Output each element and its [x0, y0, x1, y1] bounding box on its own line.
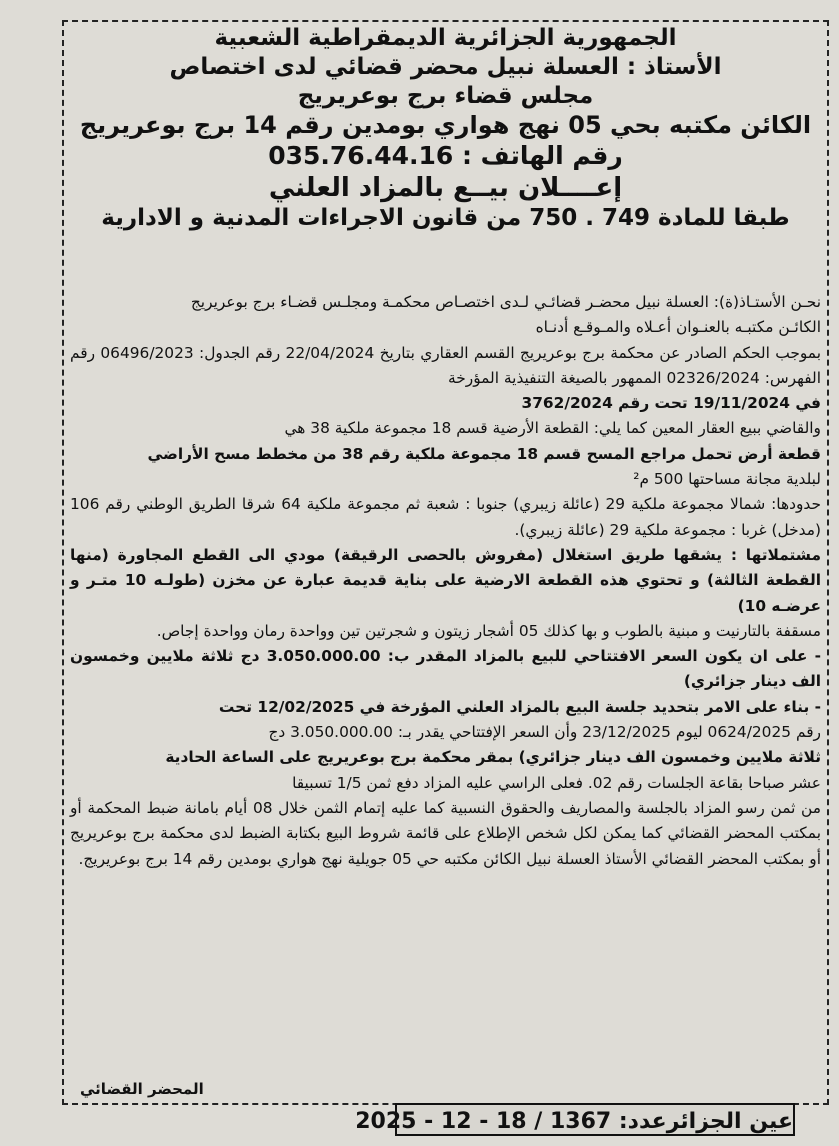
auction-order-line-2: رقم 0624/2025 ليوم 23/12/2025 وأن السعر الإفتتاحي يقدر بـ: 3.050.000.00 دج [268, 723, 821, 742]
announcement-body [70, 290, 821, 872]
payment-terms-paragraph: من ثمن رسو المزاد بالجلسة والمصاريف والحقوق النسبية كما عليه إتمام الثمن خلال 08 أيام بامانة ضبط المحكمة أو بمكتب المحضر القضائي كما يمكن لكل شخص الإطلاع على قائمة شروط البيع بكتابة الضبط لدى محكمة برج بوعريريج أو بمكتب المحضر القضائي الأستاذ العسلة نبيل الكائن مكتبه حي 05 جويلية نهج هواري بومدين رقم 14 برج بوعريريج. [70, 798, 821, 868]
building-description: مسقفة بالتارنيت و مبنية بالطوب و بها كذلك 05 أشجار زيتون و شجرتين تين وواحدة رمان وواحدة إجاص. [156, 621, 821, 640]
address-paragraph: الكائـن مكتبـه بالعنـوان أعـلاه والمـوقـع أدنـاه [535, 318, 821, 337]
property-paragraph-1: والقاضي ببيع العقار المعين كما يلي: القطعة الأرضية قسم 18 مجموعة ملكية 38 هي [284, 419, 821, 438]
judgment-paragraph: بموجب الحكم الصادر عن محكمة برج بوعريريج القسم العقاري بتاريخ 22/04/2024 رقم الجدول: 06496/2023 رقم الفهرس: 02326/2024 الممهور بالصيغة التنفيذية المؤرخة [70, 343, 821, 387]
judgment-date-line: في 19/11/2024 تحت رقم 3762/2024 [521, 394, 821, 413]
intro-paragraph: نحـن الأستـاذ(ة): العسلة نبيل محضـر قضائـي لـدى اختصـاص محكمـة ومجلـس قضـاء برج بوعريريج [190, 293, 821, 311]
legal-article-line: طبقا للمادة 749 . 750 من قانون الاجراءات المدنية و الادارية [101, 205, 790, 231]
publication-reference: عين الجزائرعدد: 1367 / 18 - 12 - 2025 [395, 1103, 795, 1136]
office-address-line: الكائن مكتبه بحي 05 نهج هواري بومدين رقم 14 برج بوعريريج [79, 111, 812, 140]
auction-order-line-1: - بناء على الامر بتحديد جلسة البيع بالمزاد العلني المؤرخة في 12/02/2025 تحت [218, 697, 821, 716]
announcement-title: إعــــلان بيــع بالمزاد العلني [268, 172, 623, 203]
contents-paragraph: مشتملاتها : يشقها طريق استغلال (مفروش بالحصى الرقيقة) مودي الى القطع المجاورة (منها القطعة الثالثة) و تحتوي هذه القطعة الارضية على بناية قديمة عبارة عن مخزن (طولـه 10 متـر و عرضـه 10) [70, 545, 821, 615]
republic-title: الجمهورية الجزائرية الديمقراطية الشعبية [214, 25, 677, 51]
opening-price-paragraph: - على ان يكون السعر الافتتاحي للبيع بالمزاد المقدر ب: 3.050.000.00 دج ثلاثة ملايين وخمسون الف دينار جزائري) [70, 647, 821, 691]
court-council-line: مجلس قضاء برج بوعريريج [297, 82, 594, 109]
signature: المحضر القضائي [80, 1080, 204, 1098]
boundaries-paragraph: حدودها: شمالا مجموعة ملكية 29 (عائلة زيبري) جنوبا : شعبة ثم مجموعة ملكية 64 شرقا الطريق الوطني رقم 106 (مدخل) غربا : مجموعة ملكية 29 (عائلة زيبري). [70, 495, 821, 539]
auction-order-line-4: عشر صباحا بقاعة الجلسات رقم 02. فعلى الراسي عليه المزاد دفع ثمن 1/5 تسبيقا [292, 773, 821, 792]
announcement-header [70, 24, 821, 233]
phone-number-line: رقم الهاتف : 035.76.44.16 [268, 141, 623, 171]
bailiff-name-line: الأستاذ : العسلة نبيل محضر قضائي لدى اختصاص [169, 53, 722, 80]
auction-order-line-3: ثلاثة ملايين وخمسون الف دينار جزائري) بمقر محكمة برج بوعريريج على الساعة الحادية [165, 748, 821, 767]
property-paragraph-2: قطعة أرض تحمل مراجع المسح قسم 18 مجموعة ملكية رقم 38 من مخطط مسح الأراضي [147, 444, 821, 463]
property-area-line: لبلدية مجانة مساحتها 500 م² [633, 470, 821, 489]
